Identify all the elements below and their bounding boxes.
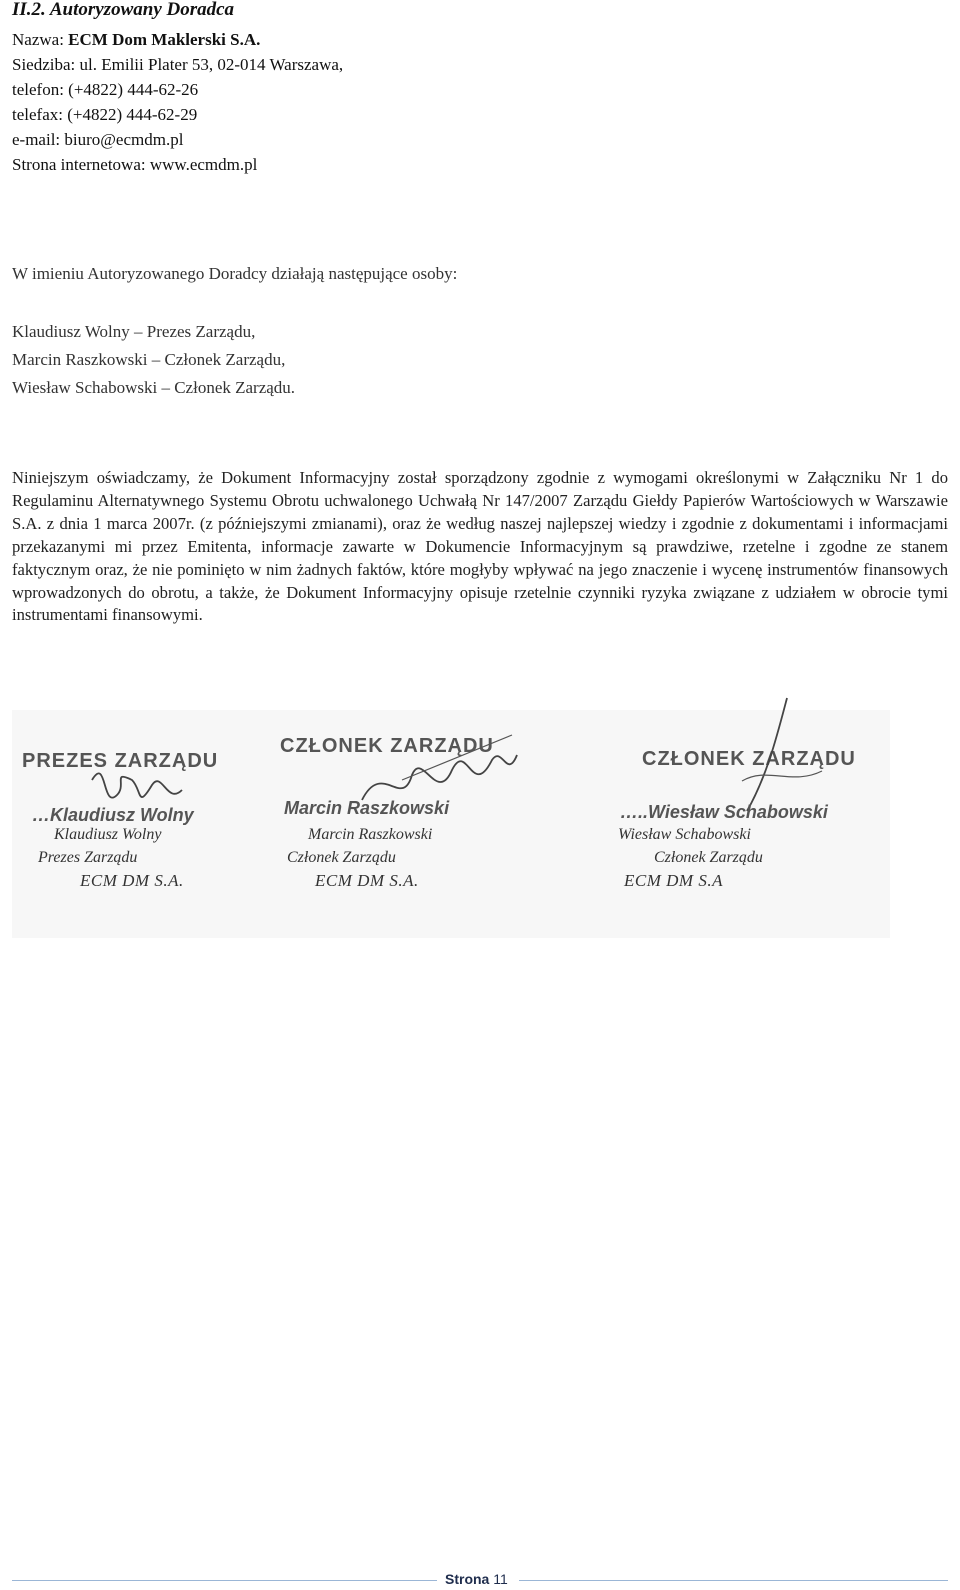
stamp-role: Członek Zarządu bbox=[287, 849, 396, 866]
stamp-role: Prezes Zarządu bbox=[38, 849, 138, 866]
advisor-address: Siedziba: ul. Emilii Plater 53, 02-014 Warszawa, bbox=[12, 55, 344, 74]
stamp-name: Wiesław Schabowski bbox=[618, 826, 751, 843]
stamp-company: ECM DM S.A. bbox=[80, 871, 184, 890]
person-item: Marcin Raszkowski – Członek Zarządu, bbox=[12, 350, 286, 369]
advisor-fax: telefax: (+4822) 444-62-29 bbox=[12, 105, 198, 124]
stamp-role: Członek Zarządu bbox=[654, 849, 763, 866]
advisor-name-value: ECM Dom Maklerski S.A. bbox=[68, 30, 261, 49]
stamp-company: ECM DM S.A. bbox=[315, 871, 419, 890]
persons-list bbox=[12, 318, 295, 402]
stamp-name: Klaudiusz Wolny bbox=[54, 826, 162, 843]
page-number: Strona 11 bbox=[445, 1571, 508, 1587]
signature-dotted-name: …..Wiesław Schabowski bbox=[620, 802, 828, 822]
person-item: Klaudiusz Wolny – Prezes Zarządu, bbox=[12, 322, 256, 341]
advisor-website: Strona internetowa: www.ecmdm.pl bbox=[12, 155, 258, 174]
section-title: II.2. Autoryzowany Doradca bbox=[12, 0, 235, 20]
signature-dotted-name: Marcin Raszkowski bbox=[284, 798, 450, 818]
advisor-name: Nazwa: ECM Dom Maklerski S.A. bbox=[12, 30, 261, 49]
signature-dotted-name: …Klaudiusz Wolny bbox=[32, 805, 194, 825]
signature-scribble-icon bbox=[712, 696, 852, 816]
stamp-company: ECM DM S.A bbox=[624, 871, 723, 890]
signature-block bbox=[12, 710, 890, 938]
signature-title: CZŁONEK ZARZĄDU bbox=[642, 748, 856, 770]
stamp-name: Marcin Raszkowski bbox=[308, 826, 433, 843]
footer-rule-right bbox=[519, 1580, 948, 1581]
advisor-phone: telefon: (+4822) 444-62-26 bbox=[12, 80, 199, 99]
signature-title: CZŁONEK ZARZĄDU bbox=[280, 735, 494, 757]
advisor-email: e-mail: biuro@ecmdm.pl bbox=[12, 130, 184, 149]
person-item: Wiesław Schabowski – Członek Zarządu. bbox=[12, 378, 296, 397]
signature-title: PREZES ZARZĄDU bbox=[22, 750, 219, 772]
advisor-info bbox=[12, 27, 343, 177]
declaration-paragraph: Niniejszym oświadczamy, że Dokument Informacyjny został sporządzony zgodnie z wymogami określonymi w Załączniku Nr 1 do Regulaminu Alternatywnego Systemu Obrotu uchwalonego Uchwałą Nr 147/2007 Zarządu Giełdy Papierów Wartościowych w Warszawie S.A. z dnia 1 marca 2007r. (z późniejszymi zmianami), oraz że według naszej najlepszej wiedzy i zgodnie z dokumentami i informacjami przekazanymi mi przez Emitenta, informacje zawarte w Dokumencie Informacyjnym są prawdziwe, rzetelne i zgodne ze stanem faktycznym oraz, że nie pominięto w nim żadnych faktów, które mogłyby wpływać na jego znaczenie i wycenę instrumentów finansowych wprowadzonych do obrotu, a także, że Dokument Informacyjny opisuje rzetelnie czynniki ryzyka związane z udziałem w obrocie tymi instrumentami finansowymi. bbox=[12, 468, 948, 625]
persons-intro: W imieniu Autoryzowanego Doradcy działają następujące osoby: bbox=[12, 264, 458, 283]
footer-rule-left bbox=[12, 1580, 437, 1581]
